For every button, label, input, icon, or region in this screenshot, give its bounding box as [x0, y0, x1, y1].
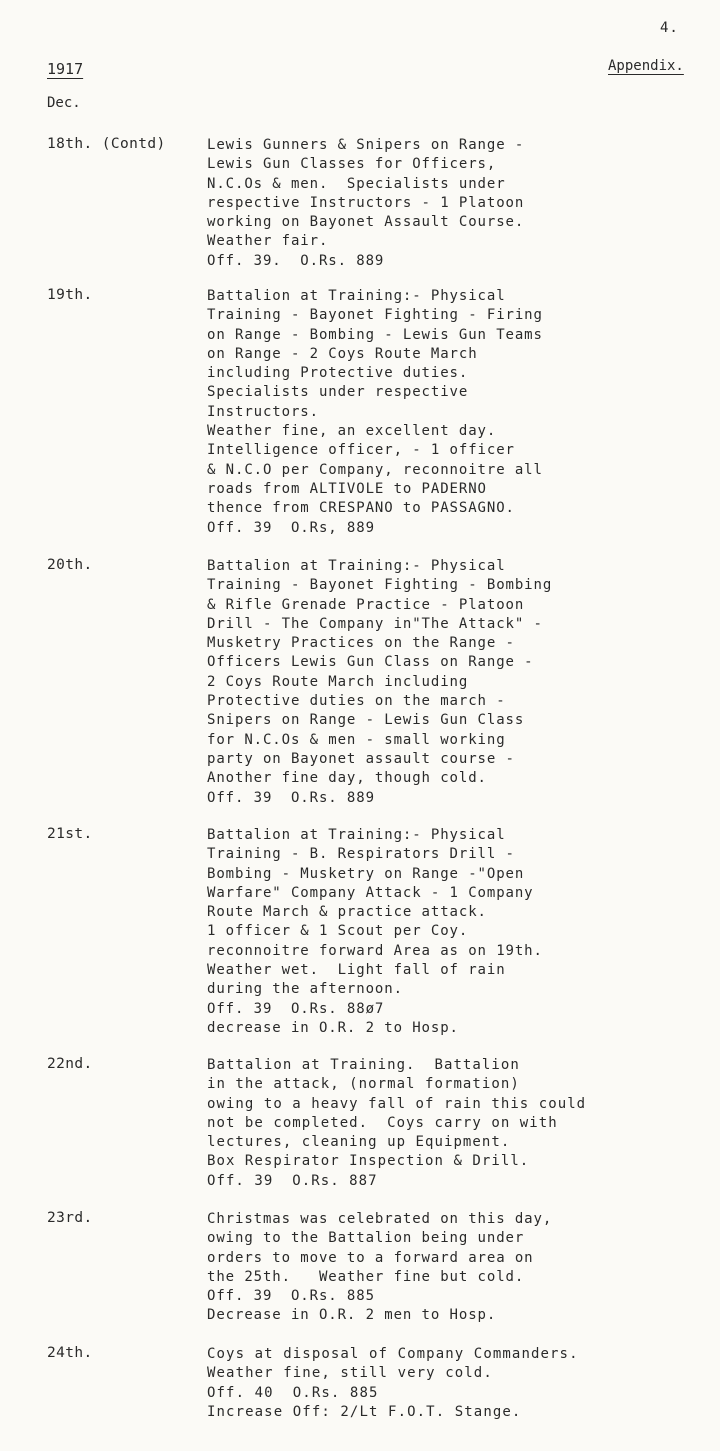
appendix-heading: Appendix. [608, 58, 684, 74]
entry-line: party on Bayonet assault course - [207, 750, 515, 767]
entry-line: Warfare" Company Attack - 1 Company [207, 884, 534, 901]
entry-line: Bombing - Musketry on Range -"Open [207, 865, 525, 882]
entry-line: Off. 39 O.Rs, 889 [207, 519, 375, 536]
entry-line: Coys at disposal of Company Commanders. [207, 1346, 579, 1362]
entry-line: Christmas was celebrated on this day, [207, 1211, 553, 1227]
entry-line: Off. 39 O.Rs. 889 [207, 789, 375, 806]
entry-line: Box Respirator Inspection & Drill. [207, 1153, 530, 1170]
entry-date: 23rd. [47, 1210, 93, 1226]
entry-line: Weather fine, still very cold. [207, 1365, 493, 1382]
entry-date: 18th. (Contd) [47, 136, 166, 152]
entry-line: decrease in O.R. 2 to Hosp. [207, 1019, 459, 1036]
entry-body [207, 1056, 712, 1191]
entry-line: & N.C.O per Company, reconnoitre all [207, 461, 543, 478]
entry-line: orders to move to a forward area on [207, 1249, 534, 1266]
entry-line: Another fine day, though cold. [207, 770, 487, 787]
entry-body [207, 1345, 712, 1422]
month-heading: Dec. [47, 95, 81, 111]
entry-line: during the afternoon. [207, 981, 403, 998]
entry-line: on Range - Bombing - Lewis Gun Teams [207, 326, 543, 343]
entry-line: owing to a heavy fall of rain this could [207, 1095, 587, 1112]
entry-line: Off. 40 O.Rs. 885 [207, 1384, 379, 1401]
entry-body [207, 826, 712, 1038]
entry-line: Drill - The Company in"The Attack" - [207, 615, 543, 632]
entry-line: Increase Off: 2/Lt F.O.T. Stange. [207, 1403, 522, 1420]
entry-line: roads from ALTIVOLE to PADERNO [207, 480, 487, 497]
entry-line: the 25th. Weather fine but cold. [207, 1268, 525, 1285]
page-number: 4. [660, 20, 679, 36]
entry-line: reconnoitre forward Area as on 19th. [207, 942, 543, 959]
entry-line: N.C.Os & men. Specialists under [207, 175, 506, 192]
entry-line: respective Instructors - 1 Platoon [207, 194, 525, 211]
year-heading: 1917 [47, 60, 84, 78]
entry-line: & Rifle Grenade Practice - Platoon [207, 596, 525, 613]
entry-body [207, 287, 712, 538]
entry-date: 21st. [47, 826, 93, 842]
entry-line: Training - B. Respirators Drill - [207, 846, 515, 863]
entry-line: Weather fine, an excellent day. [207, 423, 497, 440]
entry-body [207, 136, 712, 271]
entry-line: 1 officer & 1 Scout per Coy. [207, 923, 469, 940]
entry-line: Off. 39. O.Rs. 889 [207, 252, 385, 269]
entry-line: 2 Coys Route March including [207, 673, 469, 690]
entry-date: 20th. [47, 557, 93, 573]
entry-line: Weather fair. [207, 233, 329, 250]
entry-line: Off. 39 O.Rs. 885 [207, 1288, 375, 1305]
entry-line: not be completed. Coys carry on with [207, 1114, 558, 1131]
entry-line: Weather wet. Light fall of rain [207, 962, 506, 979]
entry-line: Decrease in O.R. 2 men to Hosp. [207, 1307, 497, 1324]
entry-body [207, 1210, 712, 1326]
entry-line: Lewis Gunners & Snipers on Range - [207, 137, 525, 153]
entry-line: Officers Lewis Gun Class on Range - [207, 654, 534, 671]
entry-line: lectures, cleaning up Equipment. [207, 1134, 511, 1151]
entry-line: working on Bayonet Assault Course. [207, 214, 525, 231]
entry-line: Instructors. [207, 403, 319, 420]
entry-line: Battalion at Training. Battalion [207, 1057, 520, 1073]
entry-line: on Range - 2 Coys Route March [207, 345, 478, 362]
entry-line: Battalion at Training:- Physical [207, 558, 506, 574]
entry-line: owing to the Battalion being under [207, 1230, 525, 1247]
entry-line: Lewis Gun Classes for Officers, [207, 156, 497, 173]
entry-line: Protective duties on the march - [207, 693, 506, 710]
entry-line: Battalion at Training:- Physical [207, 288, 506, 304]
entry-line: Battalion at Training:- Physical [207, 827, 506, 843]
entry-line: for N.C.Os & men - small working [207, 731, 506, 748]
entry-line: Training - Bayonet Fighting - Firing [207, 307, 543, 324]
entry-date: 22nd. [47, 1056, 93, 1072]
entry-line: Snipers on Range - Lewis Gun Class [207, 712, 525, 729]
entry-body [207, 557, 712, 808]
entry-date: 19th. [47, 287, 93, 303]
entry-line: Off. 39 O.Rs. 887 [207, 1172, 378, 1189]
entry-line: Off. 39 O.Rs. 88ø7 [207, 1000, 385, 1017]
entry-line: Intelligence officer, - 1 officer [207, 442, 515, 459]
entry-line: in the attack, (normal formation) [207, 1076, 520, 1093]
entry-line: including Protective duties. [207, 365, 469, 382]
entry-line: Training - Bayonet Fighting - Bombing [207, 577, 553, 594]
entry-date: 24th. [47, 1345, 93, 1361]
entry-line: Musketry Practices on the Range - [207, 635, 515, 652]
entry-line: thence from CRESPANO to PASSAGNO. [207, 500, 515, 517]
entry-line: Route March & practice attack. [207, 904, 487, 921]
entry-line: Specialists under respective [207, 384, 469, 401]
